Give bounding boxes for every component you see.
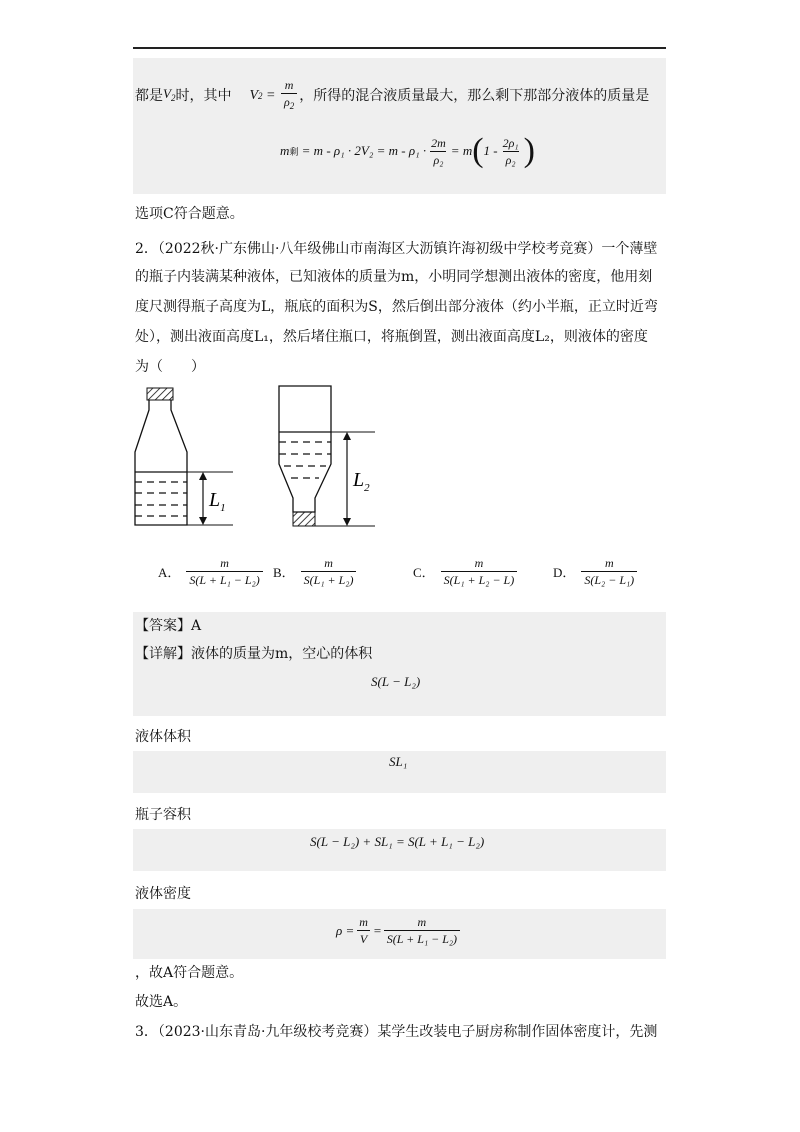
option-b[interactable]: B． $\frac{m}{\text{S(L₁ + L₂)}}$ xyxy=(273,556,358,587)
upright-bottle xyxy=(135,388,233,525)
v2-symbol: $V_2$ xyxy=(163,85,176,103)
hollow-volume-equation: S(L − L₂) xyxy=(371,674,421,689)
inverted-bottle xyxy=(279,386,375,526)
remaining-mass-equation: m 剩 = m - ρ₁ · 2V₂ = m - ρ₁ · $\frac{2m}{\text{ρ₂}}$ = m ( 1 - $\frac{\text{2ρ₁}}{\text{ρ₂}}$ ) xyxy=(280,132,535,169)
label-l2: $L_2$ xyxy=(353,469,370,494)
q3-line1: 3．（2023·山东青岛·九年级校考竞赛）某学生改装电子厨房称制作固体密度计，先测 xyxy=(135,1024,658,1040)
option-a[interactable]: A． $\frac{m}{\text{S(L + L₁ − L₂)}}$ xyxy=(158,556,265,587)
detail-line: 【详解】液体的质量为m，空心的体积 xyxy=(135,646,373,662)
option-c[interactable]: C． $\frac{m}{\text{S(L₁ + L₂ − L)}}$ xyxy=(413,556,519,587)
choose-a-line: 故选A。 xyxy=(135,994,188,1010)
conclusion-c: 选项C符合题意。 xyxy=(135,206,244,222)
bottle-figure xyxy=(125,380,385,540)
liquid-volume-label: 液体体积 xyxy=(135,729,191,745)
v2-definition: V 2 = $\frac{m}{\rho_2}$ xyxy=(249,78,299,113)
capacity-equation: S(L − L₂) + SL₁ = S(L + L₁ − L₂) xyxy=(310,834,485,849)
liquid-volume-equation: SL₁ xyxy=(389,754,408,769)
top-rule xyxy=(133,47,666,49)
q2-line4: 处），测出液面高度L₁，然后堵住瓶口，将瓶倒置，测出液面高度L₂，则液体的密度 xyxy=(135,329,648,345)
q2-line5: 为（ ） xyxy=(135,359,205,375)
answer-block xyxy=(133,612,666,716)
label-l1: $L_1$ xyxy=(209,489,226,514)
block1-mid: 时，其中 xyxy=(175,87,232,104)
option-d[interactable]: D． $\frac{m}{\text{S(L₂ − L₁)}}$ xyxy=(553,556,639,587)
density-label: 液体密度 xyxy=(135,886,191,902)
so-a-line: ，故A符合题意。 xyxy=(135,965,244,981)
q2-line2: 的瓶子内装满某种液体，已知液体的质量为m，小明同学想测出液体的密度，他用刻 xyxy=(135,269,653,285)
q2-line3: 度尺测得瓶子高度为L，瓶底的面积为S，然后倒出部分液体（约小半瓶，正立时近弯 xyxy=(135,299,658,315)
block1-suffix: ，所得的混合液质量最大，那么剩下那部分液体的质量是 xyxy=(299,87,650,104)
answer-line: 【答案】A xyxy=(135,618,202,634)
bottle-capacity-label: 瓶子容积 xyxy=(135,807,191,823)
block1-prefix: 都是 xyxy=(135,87,163,104)
density-equation: ρ = $\frac{m}{V}$ = $\frac{m}{\text{S(L + L₁ − L₂)}}$ xyxy=(336,915,462,946)
block1-line1 xyxy=(135,78,649,113)
q2-line1: 2．（2022秋·广东佛山·八年级佛山市南海区大沥镇许海初级中学校考竞赛）一个薄壁 xyxy=(135,241,658,257)
